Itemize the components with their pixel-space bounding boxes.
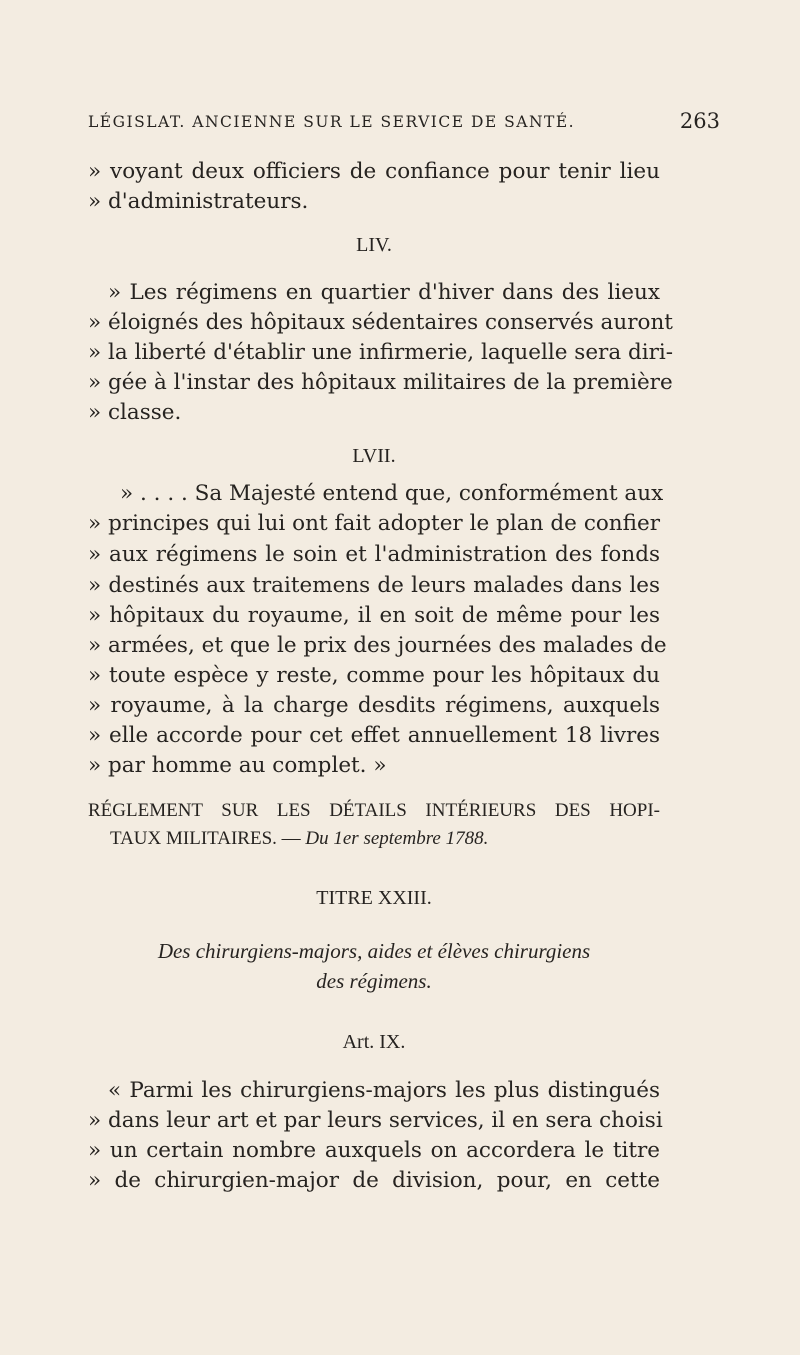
text-line: » un certain nombre auxquels on accordera le titre: [88, 1138, 660, 1163]
section-heading-lvii: LVII.: [352, 445, 396, 467]
text-line: » principes qui lui ont fait adopter le plan de confier: [88, 511, 660, 536]
chapter-subtitle: des régimens.: [316, 969, 432, 993]
section-heading-liv: LIV.: [356, 234, 392, 256]
reglement-title: RÉGLEMENT SUR LES DÉTAILS INTÉRIEURS DES HOPI-: [88, 800, 660, 821]
text-line: » gée à l'instar des hôpitaux militaires de la première: [88, 370, 673, 395]
running-header: [88, 109, 720, 136]
text-line: » aux régimens le soin et l'administration des fonds: [88, 542, 660, 567]
text-line: » de chirurgien-major de division, pour, en cette: [88, 1168, 660, 1193]
article-heading: Art. IX.: [342, 1031, 406, 1053]
text-line: » . . . . Sa Majesté entend que, conformément aux: [120, 481, 664, 506]
text-line: » d'administrateurs.: [88, 189, 309, 214]
text-line: « Parmi les chirurgiens-majors les plus distingués: [108, 1078, 660, 1103]
reglement-date: Du 1er septembre 1788.: [305, 828, 489, 849]
running-title: LÉGISLAT. ANCIENNE SUR LE SERVICE DE SANTÉ.: [88, 113, 576, 131]
titre-heading: TITRE XXIII.: [316, 887, 432, 909]
text-line: » hôpitaux du royaume, il en soit de même pour les: [88, 603, 660, 628]
text-line: » dans leur art et par leurs services, il en sera choisi: [88, 1108, 663, 1133]
page-number: 263: [679, 109, 720, 133]
text-line: » royaume, à la charge desdits régimens, auxquels: [88, 693, 660, 718]
text-line: » armées, et que le prix des journées des malades de: [88, 633, 667, 658]
text-line: » par homme au complet. »: [88, 753, 387, 778]
text-line: » classe.: [88, 400, 182, 425]
text-line: » destinés aux traitemens de leurs malades dans les: [88, 573, 660, 598]
text-line: » Les régimens en quartier d'hiver dans des lieux: [108, 280, 660, 305]
chapter-subtitle: Des chirurgiens-majors, aides et élèves chirurgiens: [157, 939, 591, 963]
text-line: » toute espèce y reste, comme pour les hôpitaux du: [88, 663, 660, 688]
text-line: » elle accorde pour cet effet annuellement 18 livres: [88, 723, 660, 748]
reglement-title-continued: TAUX MILITAIRES. —: [110, 828, 301, 849]
text-line: » éloignés des hôpitaux sédentaires conservés auront: [88, 310, 673, 335]
text-line: » voyant deux officiers de confiance pour tenir lieu: [88, 159, 660, 184]
reglement-subtitle: [110, 826, 660, 852]
text-line: » la liberté d'établir une infirmerie, laquelle sera diri-: [88, 340, 674, 365]
